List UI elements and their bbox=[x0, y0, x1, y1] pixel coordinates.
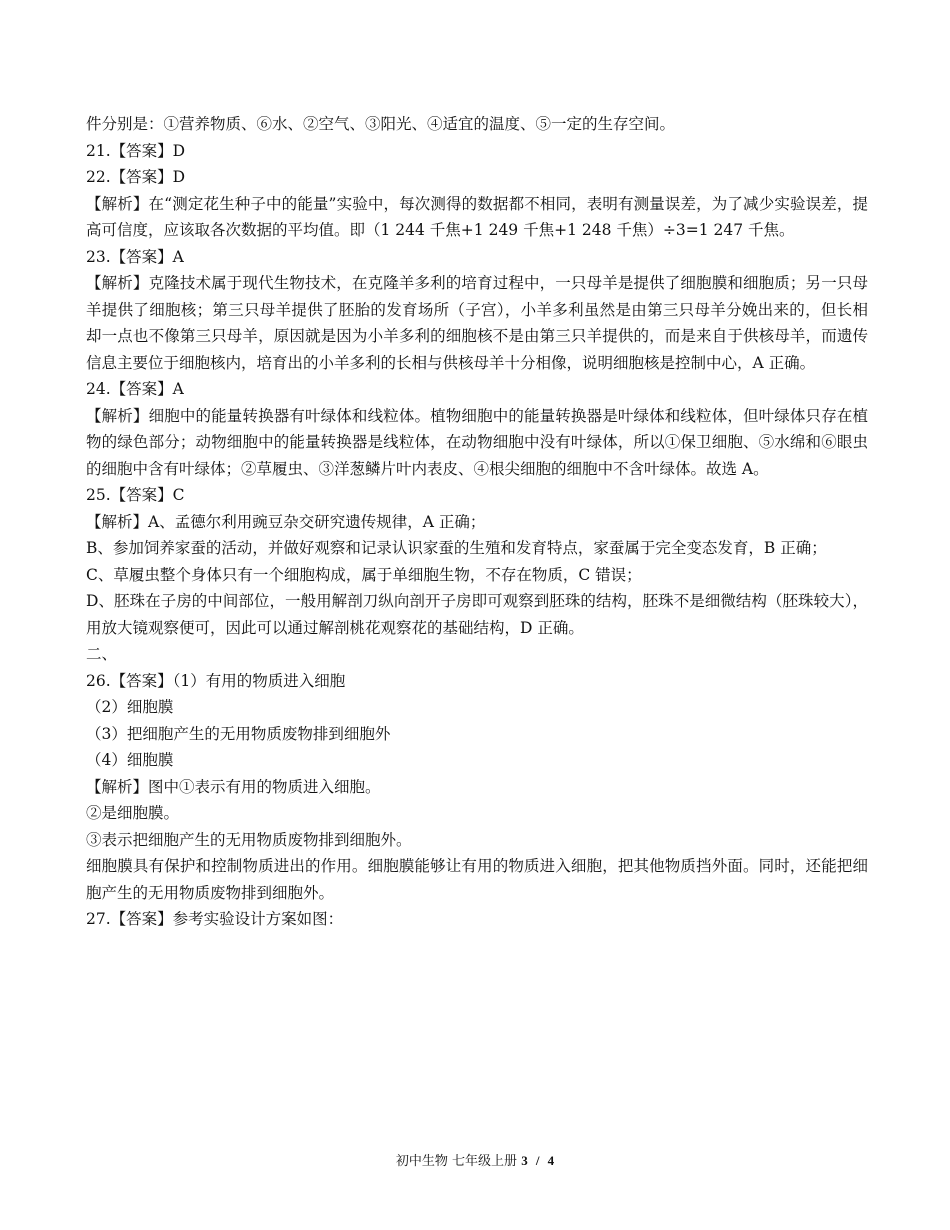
analysis-25-c: C、草履虫整个身体只有一个细胞构成，属于单细胞生物，不存在物质，C 错误； bbox=[86, 565, 642, 584]
answer-26-2: （2）细胞膜 bbox=[86, 698, 174, 716]
analysis-24: 【解析】细胞中的能量转换器有叶绿体和线粒体。植物细胞中的能量转换器是叶绿体和线粒体，但叶绿体只存在植物的绿色部分；动物细胞中的能量转换器是线粒体，在动物细胞中没有叶绿体，所以①保卫细胞、⑤水绵和⑥眼虫的细胞中含有叶绿体；②草履虫、③洋葱鳞片叶内表皮、④根尖细胞的细胞中不含叶绿体。故选 A。 bbox=[86, 406, 868, 478]
analysis-25-d: D、胚珠在子房的中间部位，一般用解剖刀纵向剖开子房即可观察到胚珠的结构，胚珠不是细微结构（胚珠较大），用放大镜观察便可，因此可以通过解剖桃花观察花的基础结构，D 正确。 bbox=[86, 592, 868, 637]
answer-26-3: （3）把细胞产生的无用物质废物排到细胞外 bbox=[86, 724, 391, 743]
analysis-26-2: ②是细胞膜。 bbox=[86, 804, 180, 822]
analysis-25-b: B、参加饲养家蚕的活动，并做好观察和记录认识家蚕的生殖和发育特点，家蚕属于完全变态发育，B 正确； bbox=[86, 539, 827, 557]
answer-27: 27.【答案】参考实验设计方案如图： bbox=[86, 910, 344, 928]
answer-25: 25.【答案】C bbox=[86, 486, 185, 504]
analysis-26-3: ③表示把细胞产生的无用物质废物排到细胞外。 bbox=[86, 830, 412, 849]
answer-26-1: 26.【答案】（1）有用的物质进入细胞 bbox=[86, 671, 346, 690]
footer-subject: 初中生物 七年级上册 bbox=[395, 1154, 518, 1169]
answer-24: 24.【答案】A bbox=[86, 380, 184, 398]
answer-23: 23.【答案】A bbox=[86, 247, 184, 266]
paragraph: 件分别是：①营养物质、⑥水、②空气、③阳光、④适宜的温度、⑤一定的生存空间。 bbox=[86, 115, 676, 133]
analysis-23: 【解析】克隆技术属于现代生物技术，在克隆羊多利的培育过程中，一只母羊是提供了细胞膜和细胞质；另一只母羊提供了细胞核；第三只母羊提供了胚胎的发育场所（子宫），小羊多利虽然是由第三只母羊分娩出来的，但长相却一点也不像第三只母羊，原因就是因为小羊多利的细胞核不是由第三只羊提供的，而是来自于供核母羊，而遗传信息主要位于细胞核内，培育出的小羊多利的长相与供核母羊十分相像，说明细胞核是控制中心，A 正确。 bbox=[86, 274, 868, 372]
page-separator: / bbox=[535, 1153, 540, 1168]
section-heading: 二、 bbox=[86, 645, 118, 663]
page-number: 3 bbox=[521, 1153, 528, 1168]
page-footer bbox=[0, 1152, 950, 1171]
analysis-25-a: 【解析】A、孟德尔利用豌豆杂交研究遗传规律，A 正确； bbox=[86, 512, 486, 531]
answer-21: 21.【答案】D bbox=[86, 141, 186, 160]
analysis-22: 【解析】在“测定花生种子中的能量”实验中，每次测得的数据都不相同，表明有测量误差，为了减少实验误差，提高可信度，应该取各次数据的平均值。即（1 244 千焦+1 249 千焦+1 248 千焦）÷3=1 247 千焦。 bbox=[86, 194, 868, 239]
answer-26-4: （4）细胞膜 bbox=[86, 751, 174, 769]
analysis-26-4: 细胞膜具有保护和控制物质进出的作用。细胞膜能够让有用的物质进入细胞，把其他物质挡外面。同时，还能把细胞产生的无用物质废物排到细胞外。 bbox=[86, 857, 868, 902]
analysis-26-1: 【解析】图中①表示有用的物质进入细胞。 bbox=[86, 777, 381, 796]
answer-22: 22.【答案】D bbox=[86, 168, 186, 186]
page-total: 4 bbox=[547, 1153, 555, 1168]
page-body bbox=[86, 111, 868, 933]
